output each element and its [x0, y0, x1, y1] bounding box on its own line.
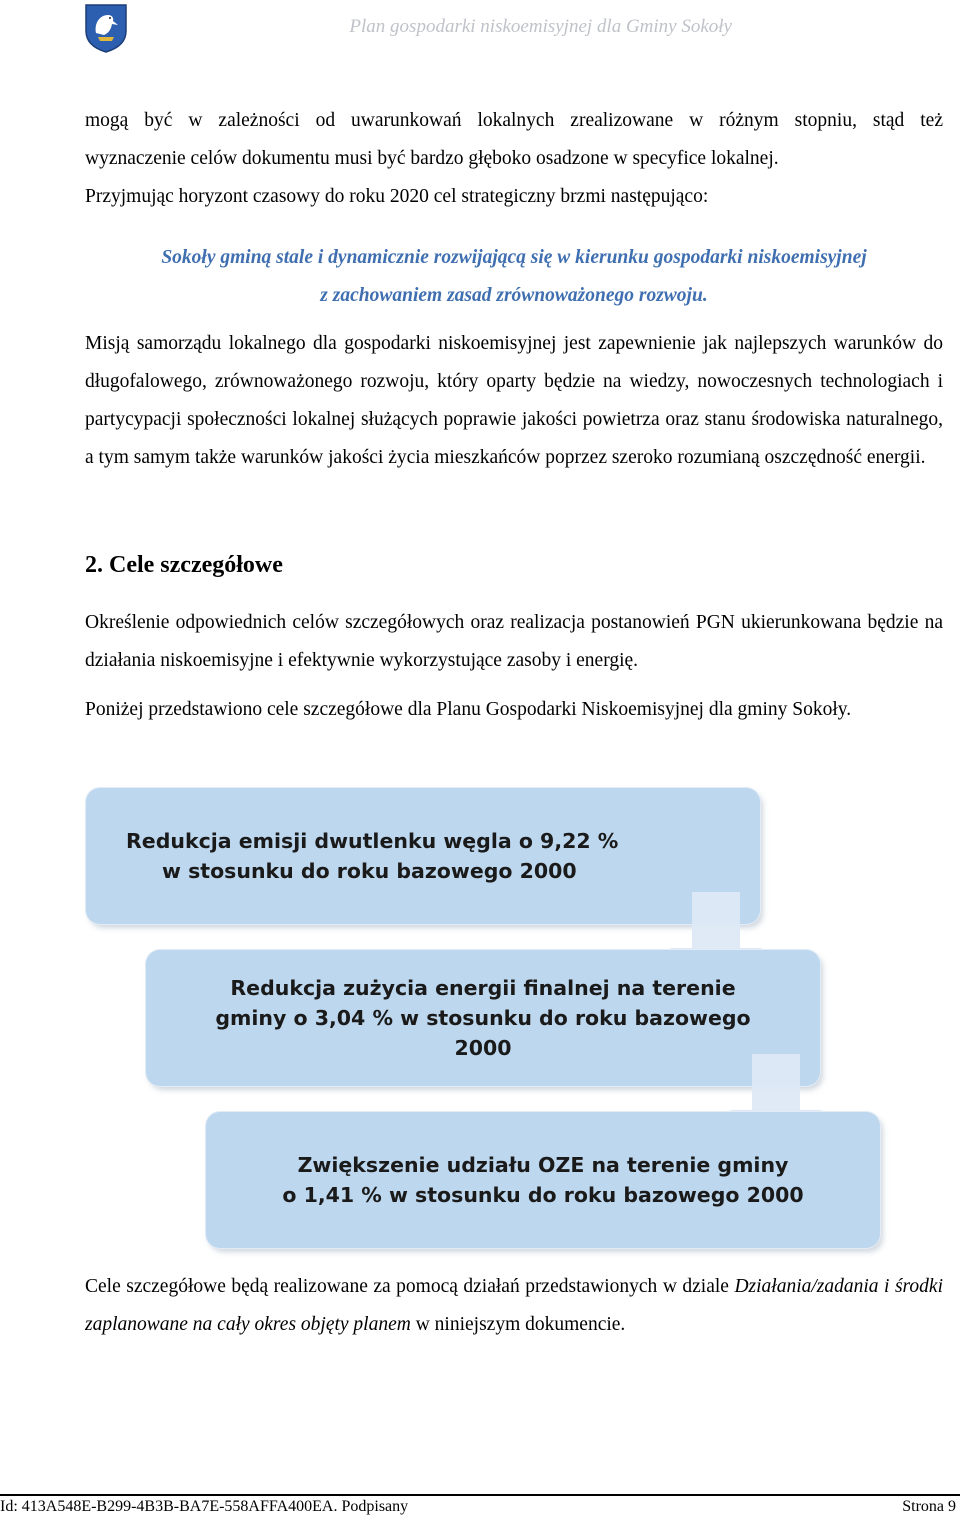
strategic-goal-line-1: Sokoły gminą stale i dynamicznie rozwijającą się w kierunku gospodarki niskoemisyjnej — [161, 247, 867, 268]
paragraph-mission: Misją samorządu lokalnego dla gospodarki niskoemisyjnej jest zapewnienie jak najlepszych warunków do długofalowego, zrównoważonego rozwoju, który oparty będzie na wiedzy, nowoczesnych technologiach i partycypacji społeczności lokalnej służących poprawie jakości powietrza oraz stanu środowiska naturalnego, a tym samym także warunków jakości życia mieszkańców poprzez szeroko rozumianą oszczędność energii. — [85, 333, 943, 468]
paragraph-intro-line-3: Przyjmując horyzont czasowy do roku 2020 cel strategiczny brzmi następująco: — [85, 186, 709, 207]
paragraph-closing-italic: Działania/zadania i środki zaplanowane na cały okres objęty planem — [85, 1276, 943, 1335]
goals-diagram — [0, 780, 960, 1260]
goal-box-3-line-2: o 1,41 % w stosunku do roku bazowego 2000 — [282, 1183, 804, 1207]
paragraph-intro-line-2: wyznaczenie celów dokumentu musi być bardzo głęboko osadzone w specyfice lokalnej. — [85, 148, 779, 169]
header-title: Plan gospodarki niskoemisyjnej dla Gminy Sokoły — [349, 16, 732, 37]
strategic-goal — [85, 239, 943, 315]
paragraph-intro — [85, 102, 943, 216]
goal-box-1-line-2: w stosunku do roku bazowego 2000 — [162, 859, 577, 883]
footer-page-number: Strona 9 — [902, 1498, 956, 1515]
paragraph-intro-line-1: mogą być w zależności od uwarunkowań lokalnych zrealizowane w różnym stopniu, stąd też — [85, 110, 943, 131]
goal-box-2-line-3: 2000 — [454, 1036, 512, 1060]
paragraph-closing-text: Cele szczegółowe będą realizowane za pomocą działań przedstawionych w dziale — [85, 1276, 735, 1297]
paragraph-goals-list-intro: Poniżej przedstawiono cele szczegółowe dla Planu Gospodarki Niskoemisyjnej dla gminy Sokoły. — [85, 699, 852, 720]
footer-divider — [0, 1494, 960, 1496]
strategic-goal-line-2: z zachowaniem zasad zrównoważonego rozwoju. — [320, 285, 708, 306]
goal-box-3-line-1: Zwiększenie udziału OZE na terenie gminy — [297, 1153, 789, 1177]
goal-box-1-line-1: Redukcja emisji dwutlenku węgla o 9,22 % — [126, 829, 619, 853]
page-header — [0, 0, 960, 60]
goal-box-3 — [206, 1112, 880, 1248]
coat-of-arms-pelican-icon — [84, 3, 128, 53]
paragraph-closing — [85, 1268, 943, 1344]
paragraph-goals-intro: Określenie odpowiednich celów szczegółowych oraz realizacja postanowień PGN ukierunkowana będzie na działania niskoemisyjne i efektywnie wykorzystujące zasoby i energię. — [85, 612, 943, 671]
paragraph-closing-end: w niniejszym dokumencie. — [410, 1314, 626, 1335]
goal-box-2-line-2: gminy o 3,04 % w stosunku do roku bazowego — [215, 1006, 751, 1030]
goal-box-2-line-1: Redukcja zużycia energii finalnej na terenie — [230, 976, 736, 1000]
section-heading: 2. Cele szczegółowe — [85, 552, 283, 578]
goal-box-1 — [86, 788, 760, 924]
footer-document-id: Id: 413A548E-B299-4B3B-BA7E-558AFFA400EA. Podpisany — [0, 1498, 409, 1515]
goal-box-2 — [146, 950, 820, 1086]
